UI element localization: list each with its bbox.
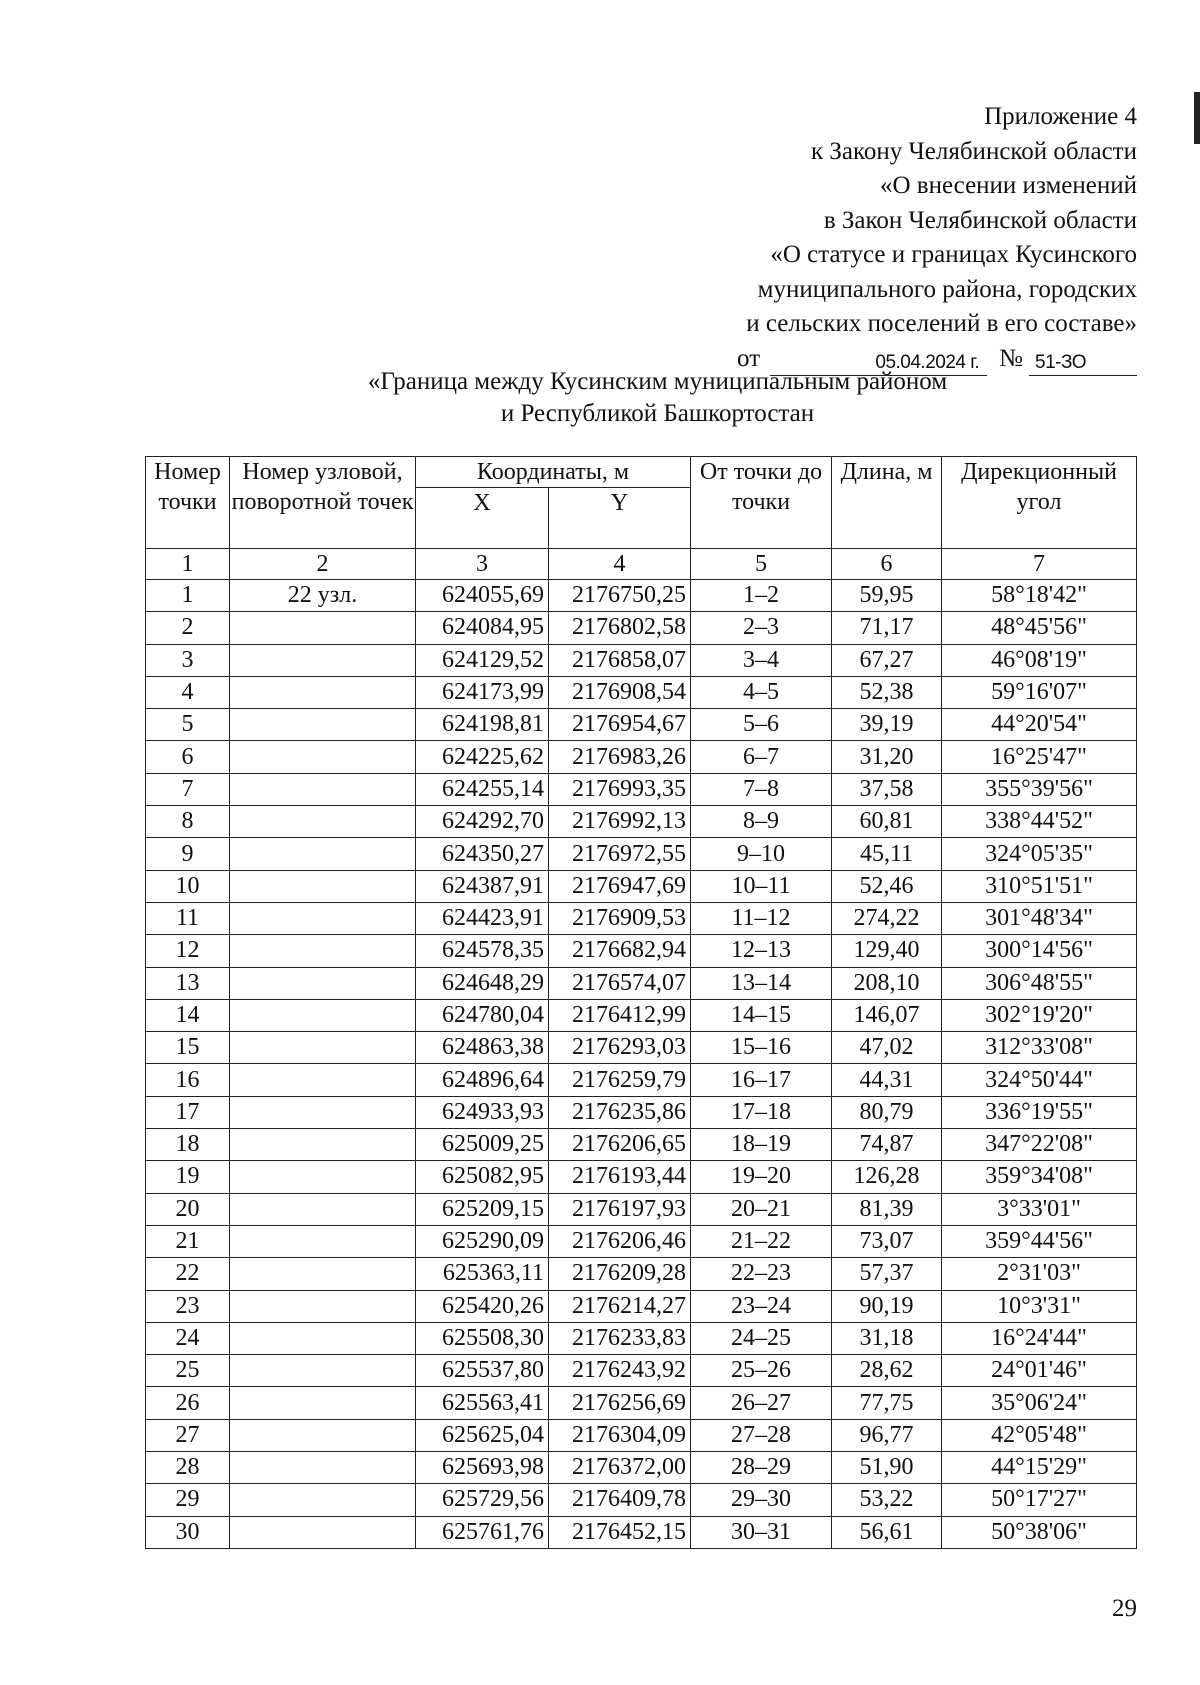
segment-length: 57,37 [832, 1258, 942, 1290]
segment-length: 96,77 [832, 1419, 942, 1451]
table-row [146, 870, 1137, 902]
title-line-1: «Граница между Кусинским муниципальным районом [367, 368, 948, 395]
table-row [146, 902, 1137, 934]
node-label [230, 709, 416, 741]
node-label [230, 870, 416, 902]
node-label [230, 967, 416, 999]
column-number: 2 [230, 549, 416, 580]
node-label [230, 1484, 416, 1516]
segment-length: 39,19 [832, 709, 942, 741]
direction-angle: 347°22'08" [942, 1129, 1137, 1161]
node-label [230, 676, 416, 708]
column-numbers-row [146, 549, 1137, 580]
segment-length: 77,75 [832, 1387, 942, 1419]
segment-length: 59,95 [832, 580, 942, 612]
node-label [230, 644, 416, 676]
coord-y: 2176293,03 [549, 1032, 691, 1064]
coord-x: 624933,93 [416, 1096, 549, 1128]
segment-length: 37,58 [832, 773, 942, 805]
coord-x: 624225,62 [416, 741, 549, 773]
coord-x: 625729,56 [416, 1484, 549, 1516]
direction-angle: 35°06'24" [942, 1387, 1137, 1419]
segment: 24–25 [691, 1322, 832, 1354]
coord-x: 624387,91 [416, 870, 549, 902]
coord-x: 624648,29 [416, 967, 549, 999]
direction-angle: 301°48'34" [942, 902, 1137, 934]
node-label [230, 838, 416, 870]
direction-angle: 16°25'47" [942, 741, 1137, 773]
table-row [146, 1355, 1137, 1387]
coord-x: 625625,04 [416, 1419, 549, 1451]
segment-length: 71,17 [832, 612, 942, 644]
coord-x: 624173,99 [416, 676, 549, 708]
point-number: 20 [146, 1193, 230, 1225]
node-label [230, 902, 416, 934]
coord-y: 2176256,69 [549, 1387, 691, 1419]
point-number: 28 [146, 1452, 230, 1484]
segment: 15–16 [691, 1032, 832, 1064]
coord-x: 625209,15 [416, 1193, 549, 1225]
node-label [230, 1258, 416, 1290]
segment: 7–8 [691, 773, 832, 805]
point-number: 12 [146, 935, 230, 967]
coord-y: 2176909,53 [549, 902, 691, 934]
point-number: 7 [146, 773, 230, 805]
table-row [146, 1225, 1137, 1257]
coord-x: 624863,38 [416, 1032, 549, 1064]
point-number: 17 [146, 1096, 230, 1128]
coord-x: 624255,14 [416, 773, 549, 805]
point-number: 15 [146, 1032, 230, 1064]
table-row [146, 1096, 1137, 1128]
direction-angle: 359°34'08" [942, 1161, 1137, 1193]
direction-angle: 2°31'03" [942, 1258, 1137, 1290]
segment-length: 274,22 [832, 902, 942, 934]
point-number: 29 [146, 1484, 230, 1516]
column-number: 4 [549, 549, 691, 580]
table-row [146, 580, 1137, 612]
table-body [146, 580, 1137, 1549]
direction-angle: 300°14'56" [942, 935, 1137, 967]
direction-angle: 355°39'56" [942, 773, 1137, 805]
point-number: 25 [146, 1355, 230, 1387]
table-row [146, 1064, 1137, 1096]
coord-y: 2176858,07 [549, 644, 691, 676]
node-label [230, 1161, 416, 1193]
segment-length: 53,22 [832, 1484, 942, 1516]
header-angle: Дирекционный угол [942, 457, 1137, 549]
segment-length: 81,39 [832, 1193, 942, 1225]
coord-y: 2176409,78 [549, 1484, 691, 1516]
table-row [146, 935, 1137, 967]
segment-length: 126,28 [832, 1161, 942, 1193]
coord-x: 625363,11 [416, 1258, 549, 1290]
direction-angle: 312°33'08" [942, 1032, 1137, 1064]
coord-y: 2176243,92 [549, 1355, 691, 1387]
direction-angle: 324°50'44" [942, 1064, 1137, 1096]
table-row [146, 1419, 1137, 1451]
column-number: 3 [416, 549, 549, 580]
direction-angle: 324°05'35" [942, 838, 1137, 870]
header-length: Длина, м [832, 457, 942, 549]
header-line: «О внесении изменений [879, 172, 1137, 199]
coord-y: 2176206,65 [549, 1129, 691, 1161]
direction-angle: 16°24'44" [942, 1322, 1137, 1354]
table-row [146, 741, 1137, 773]
coord-x: 624350,27 [416, 838, 549, 870]
point-number: 4 [146, 676, 230, 708]
segment: 21–22 [691, 1225, 832, 1257]
node-label [230, 612, 416, 644]
segment: 17–18 [691, 1096, 832, 1128]
segment: 1–2 [691, 580, 832, 612]
coord-y: 2176233,83 [549, 1322, 691, 1354]
segment-length: 44,31 [832, 1064, 942, 1096]
column-number: 1 [146, 549, 230, 580]
coord-x: 624055,69 [416, 580, 549, 612]
point-number: 30 [146, 1516, 230, 1548]
coord-y: 2176908,54 [549, 676, 691, 708]
segment-length: 90,19 [832, 1290, 942, 1322]
table-row [146, 676, 1137, 708]
coord-y: 2176209,28 [549, 1258, 691, 1290]
table-row [146, 967, 1137, 999]
node-label [230, 1516, 416, 1548]
segment-length: 45,11 [832, 838, 942, 870]
node-label [230, 773, 416, 805]
node-label [230, 1355, 416, 1387]
coord-y: 2176452,15 [549, 1516, 691, 1548]
direction-angle: 58°18'42" [942, 580, 1137, 612]
point-number: 13 [146, 967, 230, 999]
segment: 8–9 [691, 806, 832, 838]
coord-y: 2176682,94 [549, 935, 691, 967]
coord-x: 625508,30 [416, 1322, 549, 1354]
node-label [230, 1096, 416, 1128]
page-number: 29 [1112, 1595, 1137, 1622]
direction-angle: 50°17'27" [942, 1484, 1137, 1516]
header-x: X [416, 488, 549, 549]
header-point-no: Номер точки [146, 457, 230, 549]
coord-x: 625290,09 [416, 1225, 549, 1257]
segment-length: 31,20 [832, 741, 942, 773]
table-row [146, 1161, 1137, 1193]
segment-length: 51,90 [832, 1452, 942, 1484]
segment: 12–13 [691, 935, 832, 967]
coord-x: 625761,76 [416, 1516, 549, 1548]
direction-angle: 3°33'01" [942, 1193, 1137, 1225]
point-number: 23 [146, 1290, 230, 1322]
column-number: 6 [832, 549, 942, 580]
coord-x: 624292,70 [416, 806, 549, 838]
segment: 20–21 [691, 1193, 832, 1225]
segment: 27–28 [691, 1419, 832, 1451]
node-label [230, 1452, 416, 1484]
segment: 14–15 [691, 999, 832, 1031]
segment: 26–27 [691, 1387, 832, 1419]
header-line: «О статусе и границах Кусинского [770, 241, 1137, 268]
node-label [230, 1064, 416, 1096]
header-line: Приложение 4 [984, 103, 1137, 130]
table-row [146, 773, 1137, 805]
segment: 9–10 [691, 838, 832, 870]
table-header-row [146, 457, 1137, 488]
point-number: 22 [146, 1258, 230, 1290]
segment-length: 56,61 [832, 1516, 942, 1548]
table-row [146, 1516, 1137, 1548]
coord-y: 2176750,25 [549, 580, 691, 612]
table-row [146, 1452, 1137, 1484]
node-label [230, 1322, 416, 1354]
node-label [230, 1419, 416, 1451]
coord-y: 2176235,86 [549, 1096, 691, 1128]
point-number: 21 [146, 1225, 230, 1257]
coord-x: 624896,64 [416, 1064, 549, 1096]
segment-length: 146,07 [832, 999, 942, 1031]
direction-angle: 310°51'51" [942, 870, 1137, 902]
point-number: 5 [146, 709, 230, 741]
node-label [230, 1225, 416, 1257]
coord-y: 2176214,27 [549, 1290, 691, 1322]
point-number: 26 [146, 1387, 230, 1419]
direction-angle: 48°45'56" [942, 612, 1137, 644]
direction-angle: 302°19'20" [942, 999, 1137, 1031]
segment-length: 129,40 [832, 935, 942, 967]
header-from-to: От точки до точки [691, 457, 832, 549]
title-line-2: и Республикой Башкортостан [500, 400, 815, 427]
point-number: 8 [146, 806, 230, 838]
table-row [146, 1322, 1137, 1354]
table-row [146, 838, 1137, 870]
coord-y: 2176993,35 [549, 773, 691, 805]
table-row [146, 999, 1137, 1031]
header-coords: Координаты, м [416, 457, 691, 488]
direction-angle: 42°05'48" [942, 1419, 1137, 1451]
segment: 10–11 [691, 870, 832, 902]
segment-length: 52,46 [832, 870, 942, 902]
coord-x: 624129,52 [416, 644, 549, 676]
table-row [146, 1290, 1137, 1322]
point-number: 27 [146, 1419, 230, 1451]
appendix-header [737, 100, 1137, 376]
table-row [146, 1032, 1137, 1064]
node-label [230, 1032, 416, 1064]
coord-x: 624084,95 [416, 612, 549, 644]
segment-length: 80,79 [832, 1096, 942, 1128]
direction-angle: 44°20'54" [942, 709, 1137, 741]
header-line: муниципального района, городских [757, 275, 1137, 303]
coord-y: 2176947,69 [549, 870, 691, 902]
coord-y: 2176206,46 [549, 1225, 691, 1257]
segment: 16–17 [691, 1064, 832, 1096]
coord-x: 625082,95 [416, 1161, 549, 1193]
segment: 25–26 [691, 1355, 832, 1387]
segment-length: 47,02 [832, 1032, 942, 1064]
node-label [230, 1387, 416, 1419]
node-label [230, 935, 416, 967]
direction-angle: 359°44'56" [942, 1225, 1137, 1257]
segment: 19–20 [691, 1161, 832, 1193]
coord-x: 625563,41 [416, 1387, 549, 1419]
segment: 23–24 [691, 1290, 832, 1322]
direction-angle: 46°08'19" [942, 644, 1137, 676]
coord-x: 625009,25 [416, 1129, 549, 1161]
segment: 6–7 [691, 741, 832, 773]
node-label [230, 741, 416, 773]
coord-y: 2176304,09 [549, 1419, 691, 1451]
table-row [146, 1387, 1137, 1419]
segment-length: 52,38 [832, 676, 942, 708]
node-label [230, 1129, 416, 1161]
direction-angle: 24°01'46" [942, 1355, 1137, 1387]
coord-x: 625420,26 [416, 1290, 549, 1322]
coord-y: 2176574,07 [549, 967, 691, 999]
node-label [230, 1193, 416, 1225]
segment: 29–30 [691, 1484, 832, 1516]
segment-length: 28,62 [832, 1355, 942, 1387]
table-row [146, 1193, 1137, 1225]
coord-y: 2176983,26 [549, 741, 691, 773]
coord-y: 2176259,79 [549, 1064, 691, 1096]
header-line: и сельских поселений в его составе» [746, 310, 1137, 337]
table-row [146, 709, 1137, 741]
coord-y: 2176372,00 [549, 1452, 691, 1484]
node-label: 22 узл. [230, 580, 416, 612]
point-number: 2 [146, 612, 230, 644]
point-number: 6 [146, 741, 230, 773]
table-row [146, 1129, 1137, 1161]
point-number: 9 [146, 838, 230, 870]
segment: 30–31 [691, 1516, 832, 1548]
law-date: 05.04.2024 г. [770, 351, 987, 376]
segment-length: 60,81 [832, 806, 942, 838]
boundary-coordinates-table [145, 456, 1137, 1549]
coord-x: 624198,81 [416, 709, 549, 741]
table-row [146, 612, 1137, 644]
direction-angle: 336°19'55" [942, 1096, 1137, 1128]
coord-x: 625537,80 [416, 1355, 549, 1387]
column-number: 7 [942, 549, 1137, 580]
header-y: Y [549, 488, 691, 549]
table-row [146, 644, 1137, 676]
coord-x: 625693,98 [416, 1452, 549, 1484]
segment: 13–14 [691, 967, 832, 999]
direction-angle: 59°16'07" [942, 676, 1137, 708]
coord-x: 624578,35 [416, 935, 549, 967]
segment: 3–4 [691, 644, 832, 676]
direction-angle: 338°44'52" [942, 806, 1137, 838]
point-number: 1 [146, 580, 230, 612]
point-number: 24 [146, 1322, 230, 1354]
table-row [146, 806, 1137, 838]
point-number: 3 [146, 644, 230, 676]
point-number: 11 [146, 902, 230, 934]
segment-length: 31,18 [832, 1322, 942, 1354]
header-line: в Закон Челябинской области [823, 206, 1137, 234]
header-node-no: Номер узловой, поворотной точек [230, 457, 416, 549]
segment: 5–6 [691, 709, 832, 741]
segment: 2–3 [691, 612, 832, 644]
header-line: к Закону Челябинской области [811, 137, 1137, 165]
coord-y: 2176954,67 [549, 709, 691, 741]
direction-angle: 306°48'55" [942, 967, 1137, 999]
segment: 18–19 [691, 1129, 832, 1161]
table-row [146, 1484, 1137, 1516]
direction-angle: 10°3'31" [942, 1290, 1137, 1322]
segment-length: 67,27 [832, 644, 942, 676]
segment: 11–12 [691, 902, 832, 934]
segment: 22–23 [691, 1258, 832, 1290]
segment-length: 73,07 [832, 1225, 942, 1257]
point-number: 10 [146, 870, 230, 902]
coord-x: 624780,04 [416, 999, 549, 1031]
node-label [230, 999, 416, 1031]
scan-edge-bar-icon [1194, 92, 1200, 144]
number-label: № [999, 344, 1023, 372]
direction-angle: 50°38'06" [942, 1516, 1137, 1548]
point-number: 19 [146, 1161, 230, 1193]
table-row [146, 1258, 1137, 1290]
coord-x: 624423,91 [416, 902, 549, 934]
segment-length: 74,87 [832, 1129, 942, 1161]
document-title [0, 366, 1200, 430]
segment: 4–5 [691, 676, 832, 708]
node-label [230, 806, 416, 838]
segment-length: 208,10 [832, 967, 942, 999]
coord-y: 2176992,13 [549, 806, 691, 838]
segment: 28–29 [691, 1452, 832, 1484]
coord-y: 2176193,44 [549, 1161, 691, 1193]
column-number: 5 [691, 549, 832, 580]
coord-y: 2176412,99 [549, 999, 691, 1031]
point-number: 18 [146, 1129, 230, 1161]
direction-angle: 44°15'29" [942, 1452, 1137, 1484]
coord-y: 2176197,93 [549, 1193, 691, 1225]
point-number: 16 [146, 1064, 230, 1096]
coord-y: 2176972,55 [549, 838, 691, 870]
coord-y: 2176802,58 [549, 612, 691, 644]
point-number: 14 [146, 999, 230, 1031]
node-label [230, 1290, 416, 1322]
from-label: от [737, 344, 761, 372]
law-number: 51-ЗО [1029, 351, 1137, 376]
